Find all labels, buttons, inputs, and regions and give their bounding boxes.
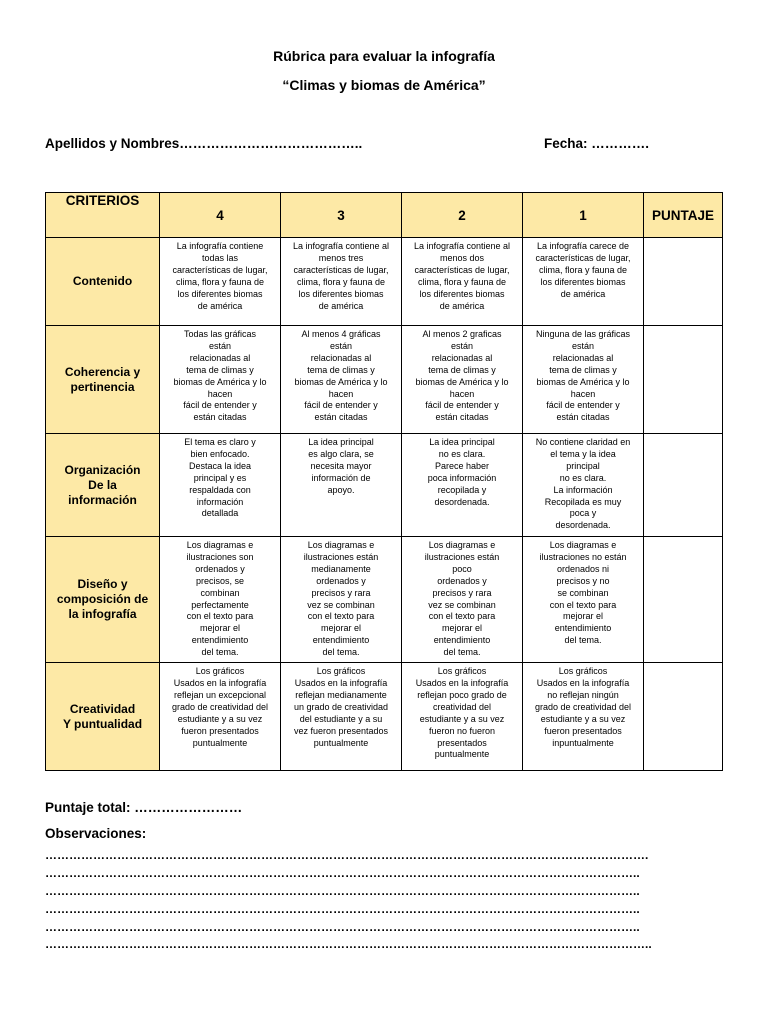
table-row (46, 663, 723, 771)
header-score-1: 1 (523, 193, 644, 238)
descriptor-cell: Los gráficos Usados en la infografía reflejan poco grado de creatividad del estudiante y a su vez fueron no fueron presentados puntualmente (402, 663, 523, 771)
score-input-cell[interactable] (644, 663, 723, 771)
total-score-label: Puntaje total: …………………… (45, 800, 243, 815)
observation-line: ……………………………………………………………………………………………………………………………………. (45, 848, 649, 862)
score-input-cell[interactable] (644, 537, 723, 663)
descriptor-cell: Los diagramas e ilustraciones no están ordenados ni precisos y no se combinan con el texto para mejorar el entendimiento del tema. (523, 537, 644, 663)
document-title: Rúbrica para evaluar la infografía (273, 48, 495, 64)
descriptor-cell: Los gráficos Usados en la infografía no reflejan ningún grado de creatividad del estudiante y a su vez fueron presentados inpuntualmente (523, 663, 644, 771)
table-row (46, 326, 723, 434)
observation-line: …………………………………………………………………………………………………………………………………….. (45, 937, 652, 951)
descriptor-cell: Los diagramas e ilustraciones están poco ordenados y precisos y rara vez se combinan con el texto para mejorar el entendimiento del tema. (402, 537, 523, 663)
table-header-row (46, 193, 723, 238)
table-row (46, 434, 723, 537)
date-field-label: Fecha: …………. (544, 136, 650, 151)
header-score-4: 4 (160, 193, 281, 238)
descriptor-cell: Los diagramas e ilustraciones son ordenados y precisos, se combinan perfectamente con el texto para mejorar el entendimiento del tema. (160, 537, 281, 663)
descriptor-cell: El tema es claro y bien enfocado. Destaca la idea principal y es respaldada con información detallada (160, 434, 281, 537)
descriptor-cell: La idea principal es algo clara, se necesita mayor información de apoyo. (281, 434, 402, 537)
observation-line: ………………………………………………………………………………………………………………………………….. (45, 902, 640, 916)
score-input-cell[interactable] (644, 434, 723, 537)
descriptor-cell: Ninguna de las gráficas están relacionadas al tema de climas y biomas de América y lo hacen fácil de entender y están citadas (523, 326, 644, 434)
descriptor-cell: La infografía carece de características de lugar, clima, flora y fauna de los diferentes biomas de américa (523, 238, 644, 326)
score-input-cell[interactable] (644, 326, 723, 434)
header-puntaje: PUNTAJE (644, 193, 723, 238)
descriptor-cell: La infografía contiene al menos dos características de lugar, clima, flora y fauna de los diferentes biomas de américa (402, 238, 523, 326)
observations-label: Observaciones: (45, 826, 147, 841)
criterion-diseno: Diseño y composición de la infografía (46, 537, 160, 663)
descriptor-cell: Al menos 2 graficas están relacionadas al tema de climas y biomas de América y lo hacen fácil de entender y están citadas (402, 326, 523, 434)
header-criterios: CRITERIOS (46, 193, 160, 238)
observation-line: ………………………………………………………………………………………………………………………………….. (45, 884, 640, 898)
names-field-label: Apellidos y Nombres………………………………….. (45, 136, 363, 151)
score-input-cell[interactable] (644, 238, 723, 326)
observation-line: ………………………………………………………………………………………………………………………………….. (45, 866, 640, 880)
descriptor-cell: Al menos 4 gráficas están relacionadas al tema de climas y biomas de América y lo hacen fácil de entender y están citadas (281, 326, 402, 434)
descriptor-cell: No contiene claridad en el tema y la idea principal no es clara. La información Recopilada es muy poca y desordenada. (523, 434, 644, 537)
rubric-table (45, 192, 723, 771)
descriptor-cell: La infografía contiene todas las características de lugar, clima, flora y fauna de los diferentes biomas de américa (160, 238, 281, 326)
observation-line: ………………………………………………………………………………………………………………………………….. (45, 920, 640, 934)
descriptor-cell: Los diagramas e ilustraciones están medianamente ordenados y precisos y rara vez se combinan con el texto para mejorar el entendimiento del tema. (281, 537, 402, 663)
descriptor-cell: Los gráficos Usados en la infografía reflejan un excepcional grado de creatividad del estudiante y a su vez fueron presentados puntualmente (160, 663, 281, 771)
document-subtitle: “Climas y biomas de América” (282, 77, 486, 93)
descriptor-cell: Los gráficos Usados en la infografía reflejan medianamente un grado de creatividad del estudiante y a su vez fueron presentados puntualmente (281, 663, 402, 771)
descriptor-cell: La infografía contiene al menos tres características de lugar, clima, flora y fauna de los diferentes biomas de américa (281, 238, 402, 326)
criterion-creatividad: Creatividad Y puntualidad (46, 663, 160, 771)
descriptor-cell: La idea principal no es clara. Parece haber poca información recopilada y desordenada. (402, 434, 523, 537)
table-row (46, 537, 723, 663)
descriptor-cell: Todas las gráficas están relacionadas al tema de climas y biomas de América y lo hacen fácil de entender y están citadas (160, 326, 281, 434)
criterion-coherencia: Coherencia y pertinencia (46, 326, 160, 434)
table-row (46, 238, 723, 326)
header-score-2: 2 (402, 193, 523, 238)
criterion-organizacion: Organización De la información (46, 434, 160, 537)
header-score-3: 3 (281, 193, 402, 238)
criterion-contenido: Contenido (46, 238, 160, 326)
